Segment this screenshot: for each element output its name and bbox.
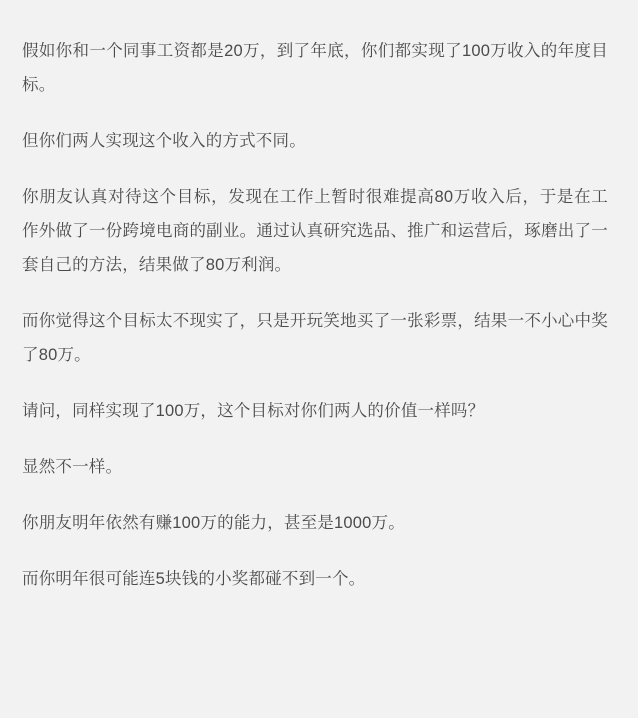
paragraph: 显然不一样。 bbox=[22, 458, 123, 476]
paragraph: 你朋友明年依然有赚100万的能力，甚至是1000万。 bbox=[22, 514, 405, 532]
paragraph: 但你们两人实现这个收入的方式不同。 bbox=[22, 132, 306, 150]
paragraph: 而你觉得这个目标太不现实了，只是开玩笑地买了一张彩票，结果一不小心中奖了80万。 bbox=[22, 312, 608, 364]
paragraph: 假如你和一个同事工资都是20万，到了年底，你们都实现了100万收入的年度目标。 bbox=[22, 42, 608, 94]
paragraph: 请问，同样实现了100万，这个目标对你们两人的价值一样吗？ bbox=[22, 402, 485, 420]
paragraph: 你朋友认真对待这个目标，发现在工作上暂时很难提高80万收入后，于是在工作外做了一份跨境电商的副业。通过认真研究选品、推广和运营后，琢磨出了一套自己的方法，结果做了80万利润。 bbox=[22, 188, 608, 274]
paragraph: 而你明年很可能连5块钱的小奖都碰不到一个。 bbox=[22, 570, 366, 588]
